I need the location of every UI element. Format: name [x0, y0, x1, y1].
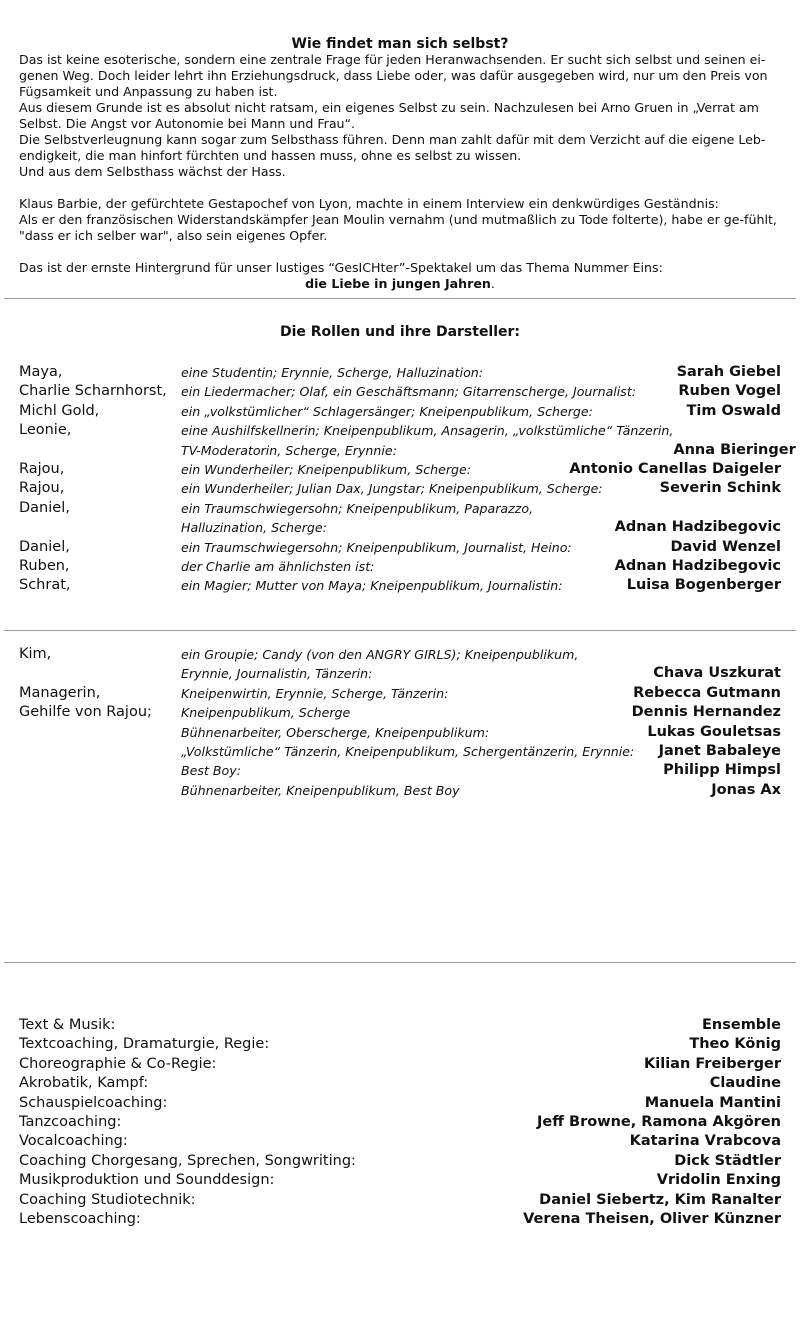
role-description-line: ein Groupie; Candy (von den ANGRY GIRLS); Kneipenpublikum, [181, 647, 579, 662]
intro-paragraph: Das ist keine esoterische, sondern eine zentrale Frage für jeden Heranwachsenden. Er sucht sich selbst und seinen ei-genen Weg. Doch leider lehrt ihn Erziehungsdruck, dass Liebe oder, was dafür ausgegeben wird, nur um den Preis von Fügsamkeit und Anpassung zu haben ist. [19, 52, 768, 99]
cast-row [19, 382, 781, 401]
crew-role: Musikproduktion und Sounddesign: [19, 1172, 275, 1189]
closing-period: . [490, 276, 495, 291]
crew-role: Akrobatik, Kampf: [19, 1075, 149, 1092]
role-name: Maya, [19, 364, 63, 380]
divider [4, 962, 796, 963]
cast-list [19, 363, 796, 596]
crew-row [19, 1171, 781, 1190]
cast-row [19, 460, 781, 479]
crew-role: Choreographie & Co-Regie: [19, 1055, 217, 1072]
cast-row [19, 499, 781, 538]
crew-role: Lebenscoaching: [19, 1210, 141, 1227]
crew-row [19, 1113, 781, 1132]
role-description-line: eine Aushilfskellnerin; Kneipenpublikum, Ansagerin, „volkstümliche“ Tänzerin, [181, 423, 674, 439]
role-description-line: Best Boy: [181, 763, 241, 779]
actor-name: Lukas Gouletsas [647, 723, 781, 740]
cast-row [19, 723, 781, 742]
actor-name: Sarah Giebel [676, 364, 781, 380]
role-description-line: der Charlie am ähnlichsten ist: [181, 559, 375, 575]
cast-row [19, 742, 781, 761]
role-description [181, 460, 569, 479]
crew-person: Dick Städtler [674, 1152, 781, 1169]
divider [4, 630, 796, 631]
role-description-line: ein Wunderheiler; Kneipenpublikum, Scherge: [181, 462, 472, 478]
role-description [181, 557, 615, 576]
cast-row [19, 645, 781, 684]
crew-row [19, 1152, 781, 1171]
role-name: Charlie Scharnhorst, [19, 383, 167, 400]
role-description [181, 538, 670, 557]
cast-list-2 [19, 645, 781, 800]
actor-name: Dennis Hernandez [631, 704, 781, 721]
cast-row [19, 703, 781, 722]
intro-section [19, 36, 781, 292]
actor-name: Tim Oswald [686, 402, 781, 419]
role-description [181, 645, 653, 684]
role-description-line: ein Wunderheiler; Julian Dax, Jungstar; Kneipenpublikum, Scherge: [181, 481, 603, 497]
role-description [181, 382, 678, 401]
role-name: Gehilfe von Rajou; [19, 704, 152, 721]
crew-role: Tanzcoaching: [19, 1113, 122, 1130]
role-description [181, 781, 711, 800]
role-description [181, 761, 663, 780]
crew-row [19, 1035, 781, 1054]
role-name: Kim, [19, 646, 52, 662]
actor-name: Janet Babaleye [658, 743, 781, 760]
actor-name: Ruben Vogel [678, 383, 781, 400]
role-description-line: „Volkstümliche“ Tänzerin, Kneipenpublikum, Schergentänzerin, Erynnie: [181, 744, 635, 760]
divider [4, 298, 796, 299]
crew-row [19, 1016, 781, 1035]
barbie-paragraph: Klaus Barbie, der gefürchtete Gestapochef von Lyon, machte in einem Interview ein denkwürdiges Geständnis: [19, 196, 719, 211]
cast-row [19, 576, 781, 595]
role-description-line: Kneipenpublikum, Scherge [181, 705, 351, 721]
role-name: Rajou, [19, 461, 65, 478]
role-name: Michl Gold, [19, 402, 100, 419]
role-description-line: Bühnenarbeiter, Kneipenpublikum, Best Boy [181, 782, 460, 798]
crew-row [19, 1132, 781, 1151]
cast-row [19, 402, 781, 421]
crew-role: Schauspielcoaching: [19, 1094, 168, 1111]
closing-line: Das ist der ernste Hintergrund für unser lustiges “GesICHter”-Spektakel um das Thema Nummer Eins: [19, 260, 663, 275]
actor-name: Anna Bieringer [673, 441, 796, 458]
role-description [181, 723, 647, 742]
crew-person: Ensemble [702, 1017, 781, 1033]
cast-row [19, 761, 781, 780]
actor-name: Luisa Bogenberger [626, 577, 781, 594]
crew-role: Text & Musik: [19, 1017, 116, 1033]
crew-person: Manuela Mantini [644, 1094, 781, 1111]
cast-row [19, 479, 781, 498]
closing-bold: die Liebe in jungen Jahren [305, 276, 491, 291]
actor-name: Severin Schink [659, 480, 781, 497]
role-description-line: ein Liedermacher; Olaf, ein Geschäftsmann; Gitarrenscherge, Journalist: [181, 384, 637, 400]
role-description [181, 684, 633, 703]
role-description-line: ein „volkstümlicher“ Schlagersänger; Kneipenpublikum, Scherge: [181, 403, 593, 419]
role-description-line: TV-Moderatorin, Scherge, Erynnie: [181, 442, 397, 458]
crew-person: Claudine [709, 1075, 781, 1092]
crew-person: Jeff Browne, Ramona Akgören [537, 1113, 781, 1130]
role-description-line: ein Traumschwiegersohn; Kneipenpublikum, Paparazzo, [181, 500, 534, 516]
cast-row [19, 538, 781, 557]
role-description-line: Kneipenwirtin, Erynnie, Scherge, Tänzerin: [181, 685, 449, 701]
crew-row [19, 1191, 781, 1210]
crew-person: Katarina Vrabcova [629, 1133, 781, 1150]
role-description [181, 703, 632, 722]
role-description [181, 742, 659, 761]
actor-name: Antonio Canellas Daigeler [569, 461, 781, 478]
role-name: Managerin, [19, 684, 101, 701]
actor-name: Philipp Himpsl [663, 762, 781, 779]
crew-row [19, 1210, 781, 1229]
actor-name: Adnan Hadzibegovic [614, 558, 781, 575]
role-description [181, 499, 615, 538]
crew-row [19, 1055, 781, 1074]
role-name: Schrat, [19, 577, 71, 594]
role-description-line: ein Traumschwiegersohn; Kneipenpublikum, Journalist, Heino: [181, 539, 572, 555]
role-name: Ruben, [19, 558, 70, 575]
cast-title: Die Rollen und ihre Darsteller: [279, 324, 521, 340]
role-description-line: ein Magier; Mutter von Maya; Kneipenpublikum, Journalistin: [181, 578, 563, 594]
role-description-line: Halluzination, Scherge: [181, 520, 327, 536]
role-description [181, 576, 627, 595]
actor-name: Chava Uszkurat [653, 665, 781, 682]
crew-person: Verena Theisen, Oliver Künzner [523, 1210, 781, 1227]
actor-name: Adnan Hadzibegovic [614, 519, 781, 536]
role-name: Daniel, [19, 538, 70, 555]
cast-row [19, 781, 781, 800]
actor-name: Jonas Ax [711, 781, 781, 798]
role-description-line: Bühnenarbeiter, Oberscherge, Kneipenpublikum: [181, 724, 490, 740]
crew-row [19, 1074, 781, 1093]
role-name: Daniel, [19, 499, 70, 516]
actor-name: Rebecca Gutmann [633, 684, 781, 701]
crew-role: Coaching Chorgesang, Sprechen, Songwriting: [19, 1152, 356, 1169]
crew-person: Theo König [689, 1036, 781, 1053]
role-name: Rajou, [19, 480, 65, 497]
crew-role: Vocalcoaching: [19, 1133, 128, 1150]
intro-paragraph: Und aus dem Selbsthass wächst der Hass. [19, 164, 286, 179]
cast-row [19, 684, 781, 703]
cast-row [19, 557, 781, 576]
role-description [181, 363, 677, 382]
role-description-line: Erynnie, Journalistin, Tänzerin: [181, 666, 373, 682]
cast-row [19, 363, 781, 382]
role-name: Leonie, [19, 422, 72, 439]
cast-row [19, 421, 796, 460]
intro-title: Wie findet man sich selbst? [291, 36, 509, 52]
intro-paragraph: Aus diesem Grunde ist es absolut nicht ratsam, ein eigenes Selbst zu sein. Nachzulesen bei Arno Gruen in „Verrat am Selbst. Die Angst vor Autonomie bei Mann und Frau“. [19, 100, 759, 131]
actor-name: David Wenzel [670, 538, 781, 555]
role-description [181, 479, 660, 498]
role-description-line: eine Studentin; Erynnie, Scherge, Halluzination: [181, 365, 484, 380]
crew-person: Kilian Freiberger [644, 1055, 781, 1072]
crew-list [19, 1016, 781, 1229]
role-description [181, 421, 673, 460]
closing-bold-line [19, 276, 781, 292]
crew-person: Vridolin Enxing [656, 1172, 781, 1189]
role-description [181, 402, 686, 421]
crew-row [19, 1094, 781, 1113]
barbie-paragraph: Als er den französischen Widerstandskämpfer Jean Moulin vernahm (und mutmaßlich zu Tode folterte), habe er ge-fühlt, "dass er ich selber war", also sein eigenes Opfer. [19, 212, 777, 243]
intro-paragraph: Die Selbstverleugnung kann sogar zum Selbsthass führen. Denn man zahlt dafür mit dem Verzicht auf die eigene Leb-endigkeit, die man hinfort fürchten und hassen muss, ohne es selbst zu wissen. [19, 132, 766, 163]
crew-person: Daniel Siebertz, Kim Ranalter [539, 1191, 781, 1208]
crew-role: Textcoaching, Dramaturgie, Regie: [19, 1036, 270, 1053]
crew-role: Coaching Studiotechnik: [19, 1191, 196, 1208]
